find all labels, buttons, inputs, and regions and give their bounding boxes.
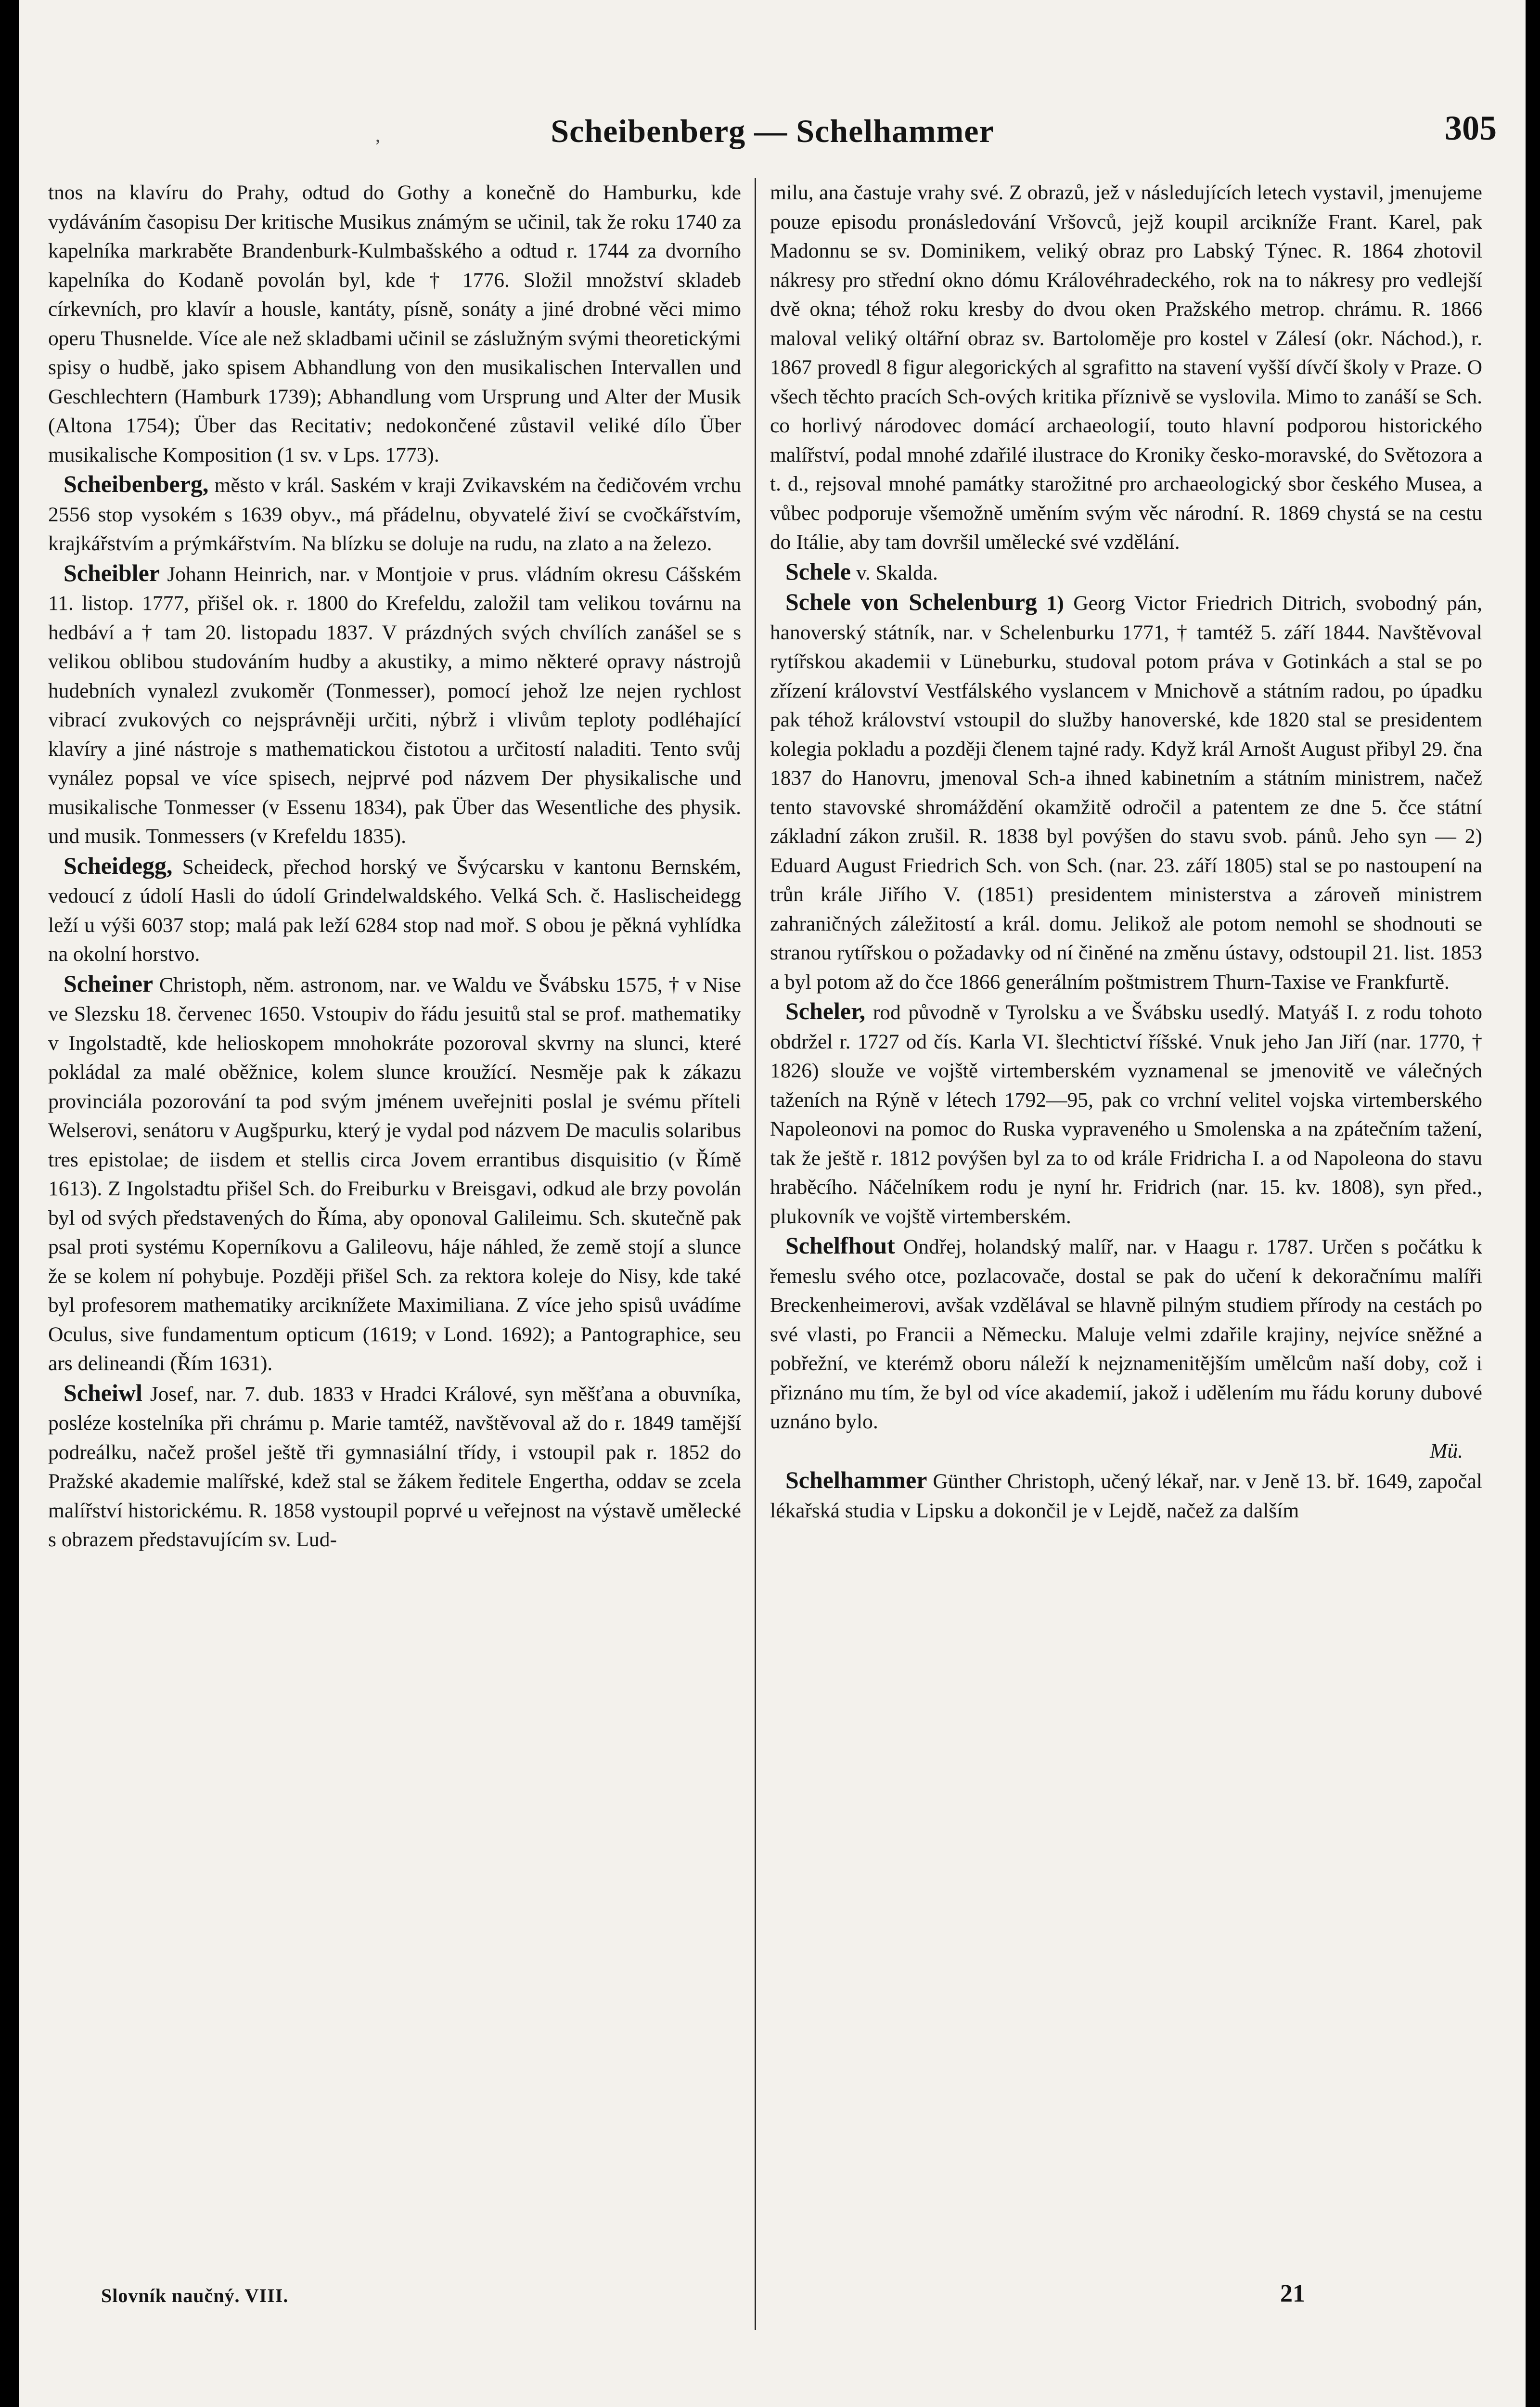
volume-signature: Slovník naučný. VIII.	[101, 2285, 289, 2306]
entry-scheibenberg	[48, 469, 741, 558]
entry-text: Scheideck, přechod horský ve Švýcarsku v kantonu Bernském, vedoucí z údolí Hasli do údolí Grindelwaldského. Velká Sch. č. Haslischeidegg leží u výši 6037 stop; malá pak leží 6284 stop nad moř. S obou je pěkná vyhlídka na okolní horstvo.	[48, 855, 741, 966]
entry-headword: Schele	[785, 557, 851, 585]
entry-headword: Scheidegg,	[64, 852, 173, 879]
entry-text: Christoph, něm. astronom, nar. ve Waldu ve Švábsku 1575, † v Nise ve Slezsku 18. červenec 1650. Vstoupiv do řádu jesuitů stal se prof. mathematiky v Ingolstadtě, kde helioskopem mnohokráte pozoroval skvrny na slunci, které pokládal za malé oběžnice, kolem slunce kroužící. Nesměje pak k zákazu provinciála pozorování ta pod svým jménem uveřejniti poslal je svému příteli Welserovi, senátoru v Augšpurku, který je vydal pod názvem De maculis solaribus tres epistolae; de iisdem et stellis circa Jovem errantibus disquisitio (v Římě 1613). Z Ingolstadtu přišel Sch. do Freiburku v Breisgavi, odkud ale brzy povolán byl od svých představených do Říma, aby oponoval Galileimu. Sch. skutečně pak psal proti systému Koperníkovu a Galileovu, háje náhled, že země stojí a slunce že se kolem ní pohybuje. Později přišel Sch. za rektora koleje do Nisy, kde také byl profesorem mathematiky arciknížete Maximiliana. Z více jeho spisů uvádíme Oculus, sive fundamentum opticum (1619; v Lond. 1692); a Pantographice, seu ars delineandi (Řím 1631).	[48, 973, 741, 1375]
entry-headword: Schelhammer	[785, 1466, 927, 1493]
entry-headword: Scheiwl	[64, 1379, 142, 1406]
entry-headword: Scheibler	[64, 559, 160, 586]
entry-headword: Schele von Schelenburg	[785, 588, 1037, 615]
continued-entry-text: milu, ana častuje vrahy své. Z obrazů, jež v následujících letech vystavil, jmenujeme pouze episodu pronásledování Vršovců, jejž koupil arcikníže Frant. Karel, pak Madonnu se sv. Dominikem, veliký obraz pro Labský Týnec. R. 1864 zhotovil nákresy pro střední okno dómu Královéhradeckého, rok na to nákresy pro vedlejší dvě okna; téhož roku kresby do dvou oken Pražského metrop. chrámu. R. 1866 maloval veliký oltářní obraz sv. Bartoloměje pro kostel v Zálesí (okr. Náchod.), r. 1867 provedl 8 figur alegorických al sgrafitto na stavení vyšší dívčí školy v Praze. O všech těchto pracích Sch-ových kritika příznivě se vyslovila. Mimo to zanáší se Sch. co horlivý národovec domácí archaeologií, touto hlavní podporou historického malířství, podal mnohé zdařilé ilustrace do Kroniky česko-moravské, do Světozora a t. d., rejsoval mnohé památky starožitné pro archaeologický sbor českého Musea, a vůbec podporuje všemožně uměním svým věc národní. R. 1869 chystá se na cestu do Itálie, aby tam dovršil umělecké své vzdělání.	[770, 181, 1482, 554]
entry-text: město v král. Saském v kraji Zvikavském na čedičovém vrchu 2556 stop vysokém s 1639 obyv., má přádelnu, obyvatelé živí se cvočkářstvím, krajkářstvím a prýmkářstvím. Na blízku se doluje na rudu, na zlato a na železo.	[48, 474, 741, 555]
entry-text: Johann Heinrich, nar. v Montjoie v prus. vládním okresu Cášském 11. listop. 1777, přišel ok. r. 1800 do Krefeldu, založil tam velikou továrnu na hedbáví a † tam 20. listopadu 1837. V prázdných svých chvílích zanášel se s velikou oblibou studováním hudby a akustiky, a mimo některé opravy nástrojů hudebních vynalezl zvukoměr (Tonmesser), pomocí jehož lze nejen rychlost vibrací zvukových co nejsprávněji určiti, nýbrž i vlivům teploty podléhající klavíry a jiné nástroje s mathematickou čistotou a určitostí naladiti. Tento svůj vynález popsal ve více spisech, nejprvé pod názvem Der physikalische und musikalische Tonmesser (v Essenu 1834), pak Über das Wesentliche des physik. und musik. Tonmessers (v Krefeldu 1835).	[48, 562, 741, 848]
entry-text: Georg Victor Friedrich Ditrich, svobodný pán, hanoverský státník, nar. v Schelenburku 1771, † tamtéž 5. září 1844. Navštěvoval rytířskou akademii v Lüneburku, studoval potom práva v Gotinkách a stal se po zřízení království Vestfálského vyslancem v Mnichově a státním radou, po úpadku pak téhož království vstoupil do služby hanoverské, kde 1820 stal se presidentem kolegia pokladu a později členem tajné rady. Když král Arnošt August přibyl 29. čna 1837 do Hanovru, jmenoval Sch-a ihned kabinetním a státním ministrem, načež tento stavovské shromáždění okamžitě odročil a patentem ze dne 5. čce státní základní zákon zrušil. R. 1838 byl povýšen do stavu svob. pánů. Jeho syn — 2) Eduard August Friedrich Sch. von Sch. (nar. 23. září 1805) stal se po nastoupení na trůn krále Jiřího V. (1851) presidentem ministerstva a zároveň ministrem zahraničných záležitostí a král. domu. Jelikož ale potom nemohl se shodnouti se stranou rytířskou o požadavky od ní činěné na změnu ústavy, odstoupil 21. list. 1853 a byl potom až do čce 1866 generálním poštmistrem Thurn-Taxise ve Frankfurtě.	[770, 592, 1482, 994]
entry-text: v. Skalda.	[851, 561, 938, 584]
sheet-number: 21	[1280, 2280, 1305, 2307]
entry-number: 1)	[1037, 592, 1064, 615]
entry-text: Josef, nar. 7. dub. 1833 v Hradci Králové, syn měšťana a obuvníka, posléze kostelníka při chrámu p. Marie tamtéž, navštěvoval až do r. 1849 tamější podreálku, načež prošel ještě tři gymnasiální třídy, i vstoupil pak r. 1852 do Pražské akademie malířské, kdež stal se žákem ředitele Engertha, oddav se zcela malířství historickému. R. 1858 vystoupil poprvé u veřejnost na výstavě umělecké s obrazem představujícím sv. Lud-	[48, 1382, 741, 1551]
entry-headword: Scheler,	[785, 997, 866, 1024]
entry-schele	[770, 557, 1482, 588]
page-footer	[19, 2279, 1526, 2328]
entry-schelhammer	[770, 1465, 1482, 1525]
entry-headword: Scheiner	[64, 970, 154, 997]
entry-scheler	[770, 996, 1482, 1231]
entry-schelfhout	[770, 1231, 1482, 1436]
entry-text: Ondřej, holandský malíř, nar. v Haagu r. 1787. Určen s počátku k řemeslu svého otce, pozlacovače, dostal se pak do učení k dekoračnímu malíři Breckenheimerovi, avšak vzdělával se hlavně pilným studiem přírody na cestách po své vlasti, po Francii a Německu. Maluje velmi zdařile krajiny, nejvíce sněžné a pobřežní, ve kterémž oboru náleží k nejznamenitějším umělcům naší doby, což i přiznáno mu tím, že byl od více akademií, jakož i udělením mu řádu koruny dubové uznáno bylo.	[770, 1235, 1482, 1433]
page-header	[19, 104, 1526, 161]
entry-scheiwl	[48, 1378, 741, 1554]
entry-scheidegg	[48, 851, 741, 969]
page-number: 305	[1445, 109, 1497, 147]
right-column	[770, 178, 1482, 2279]
left-column	[48, 178, 741, 2279]
entry-headword: Scheibenberg,	[64, 470, 209, 497]
margin-mark: ,	[375, 124, 380, 146]
entry-scheiner	[48, 969, 741, 1378]
continued-entry-text: tnos na klavíru do Prahy, odtud do Gothy a konečně do Hamburku, kde vydáváním časopisu Der kritische Musikus známým se učinil, tak že roku 1740 za kapelníka markraběte Brandenburk-Kulmbašského a odtud r. 1744 za dvorního kapelníka do Kodaně povolán byl, kde † 1776. Složil množství skladeb církevních, pro klavír a housle, kantáty, písně, sonáty a jiné drobné věci mimo operu Thusnelde. Více ale než skladbami učinil se záslužným svými theoretickými spisy o hudbě, jako spisem Abhandlung von den musikalischen Intervallen und Geschlechtern (Hamburk 1739); Abhandlung vom Ursprung und Alter der Musik (Altona 1754); Über das Recitativ; nedokončené zůstavil veliké dílo Über musikalische Komposition (1 sv. v Lps. 1773).	[48, 181, 741, 466]
column-divider	[755, 178, 756, 2330]
running-head: Scheibenberg — Schelhammer	[551, 113, 994, 149]
entry-text: rod původně v Tyrolsku a ve Švábsku usedlý. Matyáš I. z rodu tohoto obdržel r. 1727 od čís. Karla VI. šlechtictví říšské. Vnuk jeho Jan Jiří (nar. 1770, † 1826) slouže ve vojště virtemberském vyznamenal se jmenovitě ve válečných taženích na Rýně v létech 1792—95, pak co vrchní velitel vojska virtemberského Napoleonovi na pomoc do Ruska vypraveného u Smolenska a na zpátečním tažení, tak že ještě r. 1812 povýšen byl za to od krále Fridricha I. a od Napoleona do stavu hraběcího. Náčelníkem rodu je nyní hr. Fridrich (nar. 15. kv. 1808), syn před., plukovník ve vojště virtemberském.	[770, 1001, 1482, 1228]
entry-schele-von-schelenburg	[770, 587, 1482, 996]
dictionary-page	[19, 0, 1526, 2407]
author-signature: Mü.	[1430, 1439, 1463, 1462]
entry-text: Günther Christoph, učený lékař, nar. v Jeně 13. bř. 1649, započal lékařská studia v Lipsku a dokončil je v Lejdě, načež za dalším	[770, 1470, 1482, 1522]
entry-headword: Schelfhout	[785, 1232, 895, 1259]
entry-scheibler	[48, 558, 741, 851]
